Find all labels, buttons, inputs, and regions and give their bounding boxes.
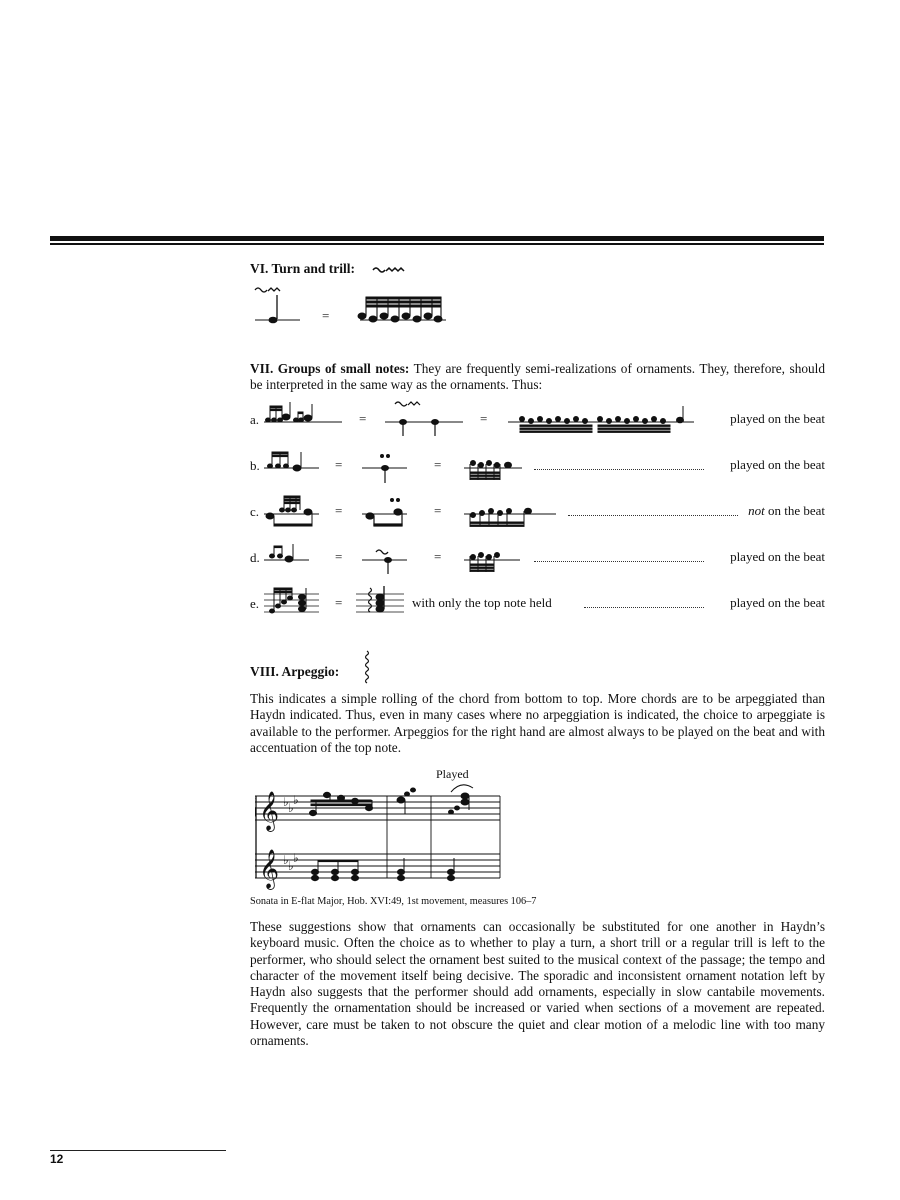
turn-trill-example-notation <box>250 285 460 330</box>
conclusion-paragraph: These suggestions show that ornaments can occasionally be substituted for one another in Haydn’s keyboard music. Often the choice as to whether to play a turn, a short trill or a regular trill is left to the performer, who should select the ornament best suited to the musical context of the passage; the tempo and character of the movement itself being decisive. The sporadic and inconsistent ornament notation left by Haydn also suggests that the performer should add ornaments, especially in slow cantabile movements. Frequently the ornamentation should be increased or varied when sections of a movement are repeated. However, care must be taken to not obscure the quiet and clear motion of a melodic line with too many ornaments. <box>250 919 825 1049</box>
notation-d-ornament <box>362 538 412 578</box>
section-heading-turn-trill: VI. Turn and trill: <box>250 261 356 276</box>
row-d-leader <box>534 549 704 562</box>
row-b-leader <box>534 457 704 470</box>
notation-a-realization <box>508 400 698 440</box>
row-e-leader <box>584 595 704 608</box>
svg-text:♭: ♭ <box>288 859 294 873</box>
notation-a-ornament <box>385 400 465 440</box>
notation-b-small-notes <box>264 446 324 486</box>
arpeggio-paragraph: This indicates a simple rolling of the chord from bottom to top. More chords are to be arpeggiated than Haydn indicated. Thus, even in many cases where no arpeggiation is indicated, the choice to arpeggiate is available to the performer. Arpeggios for the right hand are almost always to be played on the beat and with accentuation of the top note. <box>250 691 825 755</box>
row-a-result: played on the beat <box>730 411 825 426</box>
footer-rule <box>50 1150 226 1151</box>
notation-e-small-notes <box>264 584 324 624</box>
svg-text:♭: ♭ <box>293 851 299 865</box>
row-e-result: played on the beat <box>730 595 825 610</box>
notation-d-realization <box>464 538 524 578</box>
row-c-leader <box>568 503 738 516</box>
row-d-result: played on the beat <box>730 549 825 564</box>
played-label: Played <box>436 767 469 781</box>
notation-b-realization <box>464 446 524 486</box>
notation-a-small-notes <box>264 400 344 440</box>
svg-text:𝄞: 𝄞 <box>259 791 280 831</box>
section-heading-small-notes: VII. Groups of small notes: <box>250 361 410 376</box>
sonata-score-excerpt <box>255 784 505 890</box>
notation-e-arpeggio-chord <box>356 584 406 624</box>
notation-c-small-notes <box>264 492 324 532</box>
page-number: 12 <box>50 1152 64 1166</box>
arpeggio-symbol-icon <box>362 650 372 684</box>
svg-text:♭: ♭ <box>283 795 289 809</box>
ornament-row-a: a. = = played on the beat <box>250 400 825 440</box>
turn-trill-equals: = <box>322 308 330 323</box>
section-heading-arpeggio: VIII. Arpeggio: <box>250 664 340 679</box>
svg-text:♭: ♭ <box>293 793 299 807</box>
row-b-result: played on the beat <box>730 457 825 472</box>
notation-b-ornament <box>362 446 412 486</box>
turn-trill-symbol-icon <box>372 266 406 276</box>
notation-d-small-notes <box>264 538 314 578</box>
ornament-row-b: b. = = played on the beat <box>250 446 825 486</box>
svg-text:♭: ♭ <box>288 801 294 815</box>
ornament-row-d: d. = = played on the beat <box>250 538 825 578</box>
notation-c-realization <box>464 492 559 532</box>
ornament-row-e: e. = with only the top note held played on the beat <box>250 584 825 624</box>
svg-text:♭: ♭ <box>283 853 289 867</box>
ornament-row-c: c. = = not on the beat <box>250 492 825 532</box>
small-notes-paragraph: VII. Groups of small notes: They are frequently semi-realizations of ornaments. They, therefore, should be interpreted in the same way as the ornaments. Thus: <box>250 361 826 393</box>
notation-c-ornament <box>362 492 412 532</box>
svg-text:𝄞: 𝄞 <box>259 849 280 889</box>
row-c-result: not on the beat <box>748 503 825 518</box>
example-caption: Sonata in E-flat Major, Hob. XVI:49, 1st movement, measures 106–7 <box>250 896 537 907</box>
